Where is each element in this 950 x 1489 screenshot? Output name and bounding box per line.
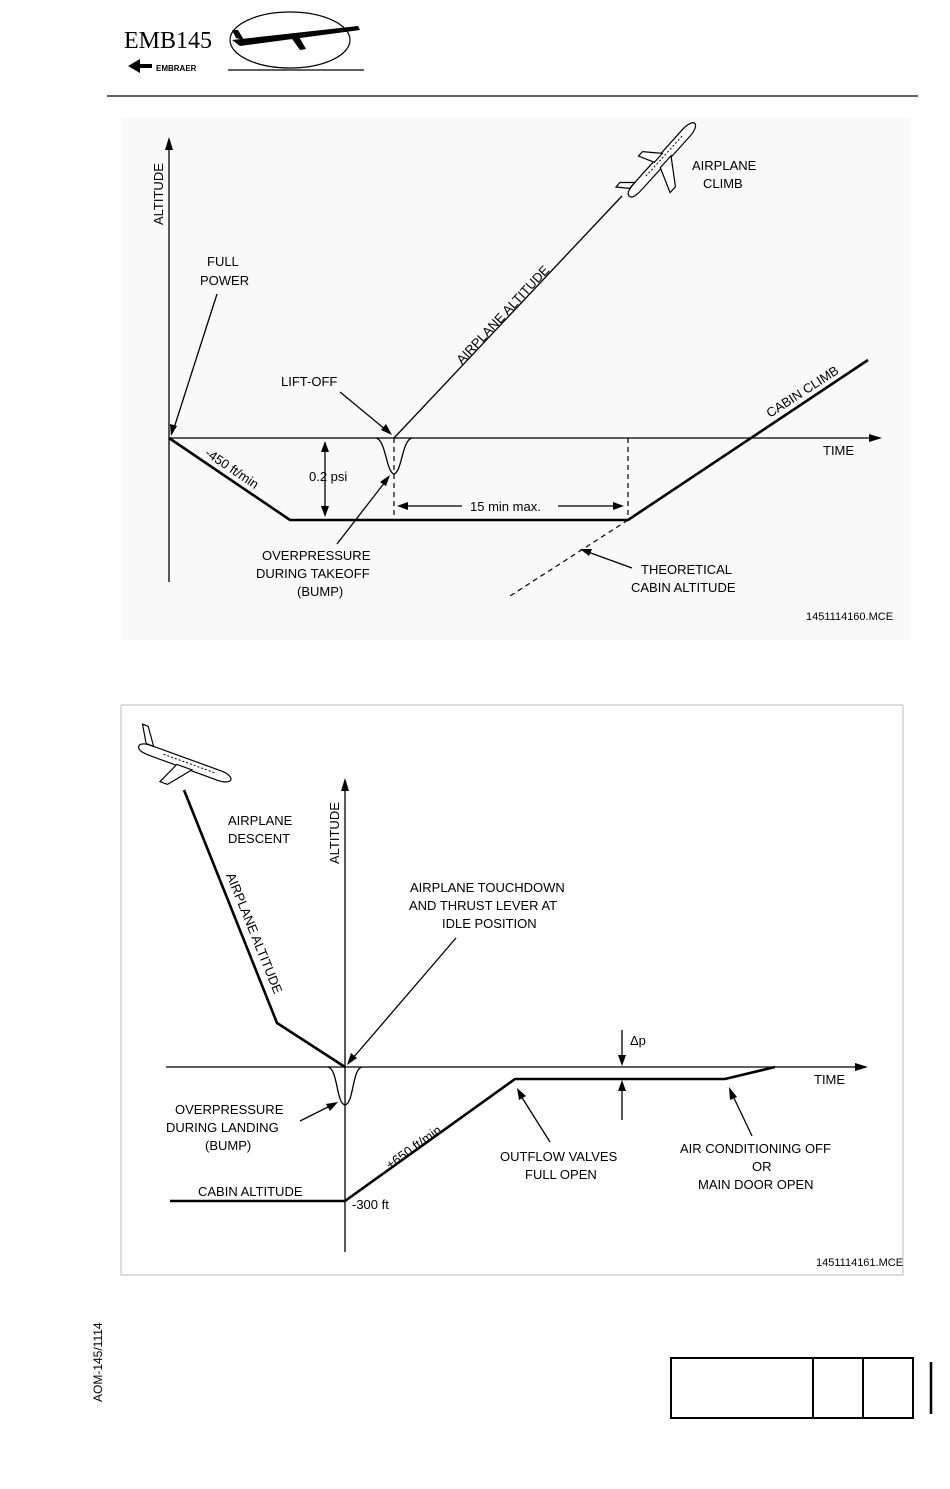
takeoff-panel <box>121 118 911 640</box>
theoretical-line2: CABIN ALTITUDE <box>631 580 736 595</box>
outflow-line2: FULL OPEN <box>525 1167 597 1182</box>
takeoff-overpressure-line1: OVERPRESSURE <box>262 548 371 563</box>
landing-x-axis-label: TIME <box>814 1072 846 1087</box>
touchdown-line1: AIRPLANE TOUCHDOWN <box>410 880 565 895</box>
takeoff-figure-id: 1451114160.MCE <box>806 611 894 623</box>
landing-diagram <box>121 705 903 1275</box>
revision-box <box>671 1358 913 1418</box>
air-conditioning-line1: AIR CONDITIONING OFF <box>680 1141 831 1156</box>
cabin-climb-label: CABIN CLIMB <box>763 362 842 421</box>
air-conditioning-line3: MAIN DOOR OPEN <box>698 1177 814 1192</box>
airplane-climb-line1: AIRPLANE <box>692 158 757 173</box>
takeoff-y-axis-label: ALTITUDE <box>151 163 166 225</box>
takeoff-overpressure-line2: DURING TAKEOFF <box>256 566 370 581</box>
airplane-climb-line2: CLIMB <box>703 176 743 191</box>
landing-airplane-altitude-label: AIRPLANE ALTITUDE <box>223 870 286 996</box>
delta-p-label: Δp <box>630 1033 646 1048</box>
lift-off-label: LIFT-OFF <box>281 374 338 389</box>
minus-300-label: -300 ft <box>352 1197 389 1212</box>
descent-rate-label: -450 ft/min <box>202 445 262 492</box>
duration-label: 15 min max. <box>470 499 541 514</box>
takeoff-diagram <box>121 110 911 640</box>
logo-brand-text: EMBRAER <box>156 64 197 73</box>
takeoff-airplane-altitude-label: AIRPLANE ALTITUDE <box>453 262 553 368</box>
landing-y-axis-label: ALTITUDE <box>327 802 342 864</box>
doc-code: AOM-145/1114 <box>91 1322 105 1402</box>
landing-overpressure-line2: DURING LANDING <box>166 1120 279 1135</box>
landing-overpressure-line3: (BUMP) <box>205 1138 252 1153</box>
bump-pressure-label: 0.2 psi <box>309 469 348 484</box>
full-power-line2: POWER <box>200 273 250 288</box>
embraer-arrow-icon <box>128 59 152 73</box>
air-conditioning-line2: OR <box>752 1159 772 1174</box>
header-logo <box>124 12 364 73</box>
airplane-descent-line2: DESCENT <box>228 831 291 846</box>
takeoff-overpressure-line3: (BUMP) <box>297 584 344 599</box>
cabin-altitude-label: CABIN ALTITUDE <box>198 1184 303 1199</box>
outflow-line1: OUTFLOW VALVES <box>500 1149 618 1164</box>
climb-rate-label: +650 ft/min <box>382 1122 445 1173</box>
touchdown-line3: IDLE POSITION <box>442 916 537 931</box>
full-power-line1: FULL <box>207 254 239 269</box>
airplane-descent-line1: AIRPLANE <box>228 813 293 828</box>
theoretical-line1: THEORETICAL <box>641 562 733 577</box>
landing-figure-id: 1451114161.MCE <box>816 1257 904 1269</box>
takeoff-x-axis-label: TIME <box>823 443 855 458</box>
revision-box-frame <box>671 1358 913 1418</box>
touchdown-line2: AND THRUST LEVER AT <box>409 898 558 913</box>
logo-model-text: EMB145 <box>124 28 213 54</box>
landing-overpressure-line1: OVERPRESSURE <box>175 1102 284 1117</box>
logo-airplane-icon <box>232 26 360 50</box>
